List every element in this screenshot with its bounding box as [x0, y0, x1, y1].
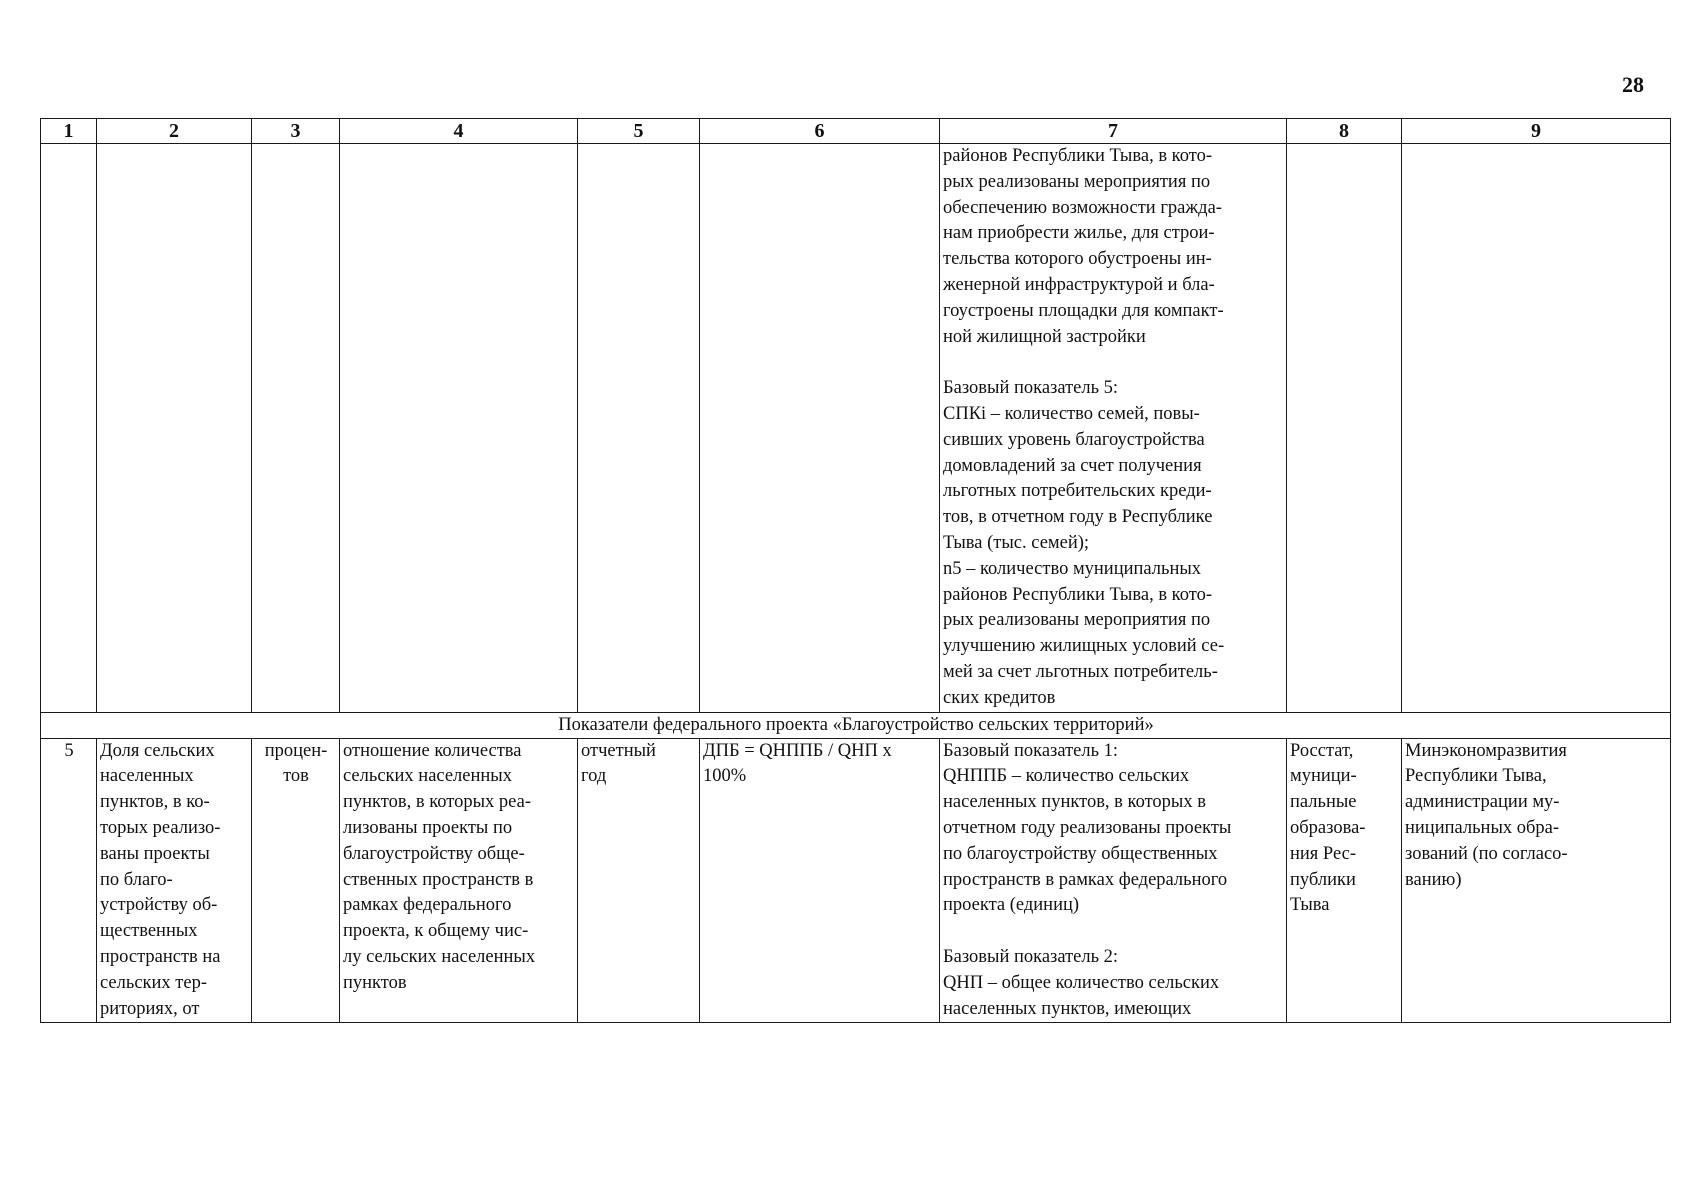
header-cell: 7 — [940, 119, 1287, 144]
text-line: процен- — [264, 740, 328, 761]
empty-cell — [1402, 144, 1671, 713]
empty-cell — [1287, 144, 1402, 713]
text-line: льготных потребительских креди- — [943, 481, 1212, 502]
text-line: образова- — [1290, 817, 1366, 838]
text-line: нам приобрести жилье, для строи- — [943, 223, 1215, 244]
text-line: администрации му- — [1405, 792, 1560, 813]
text-line: n5 – количество муниципальных — [943, 558, 1202, 579]
text-line: отчетный — [581, 740, 656, 761]
text-line: СПКi – количество семей, повы- — [943, 403, 1200, 424]
text-line: проекта (единиц) — [943, 895, 1080, 916]
base-indicators-cell — [940, 738, 1287, 1023]
text-line: благоустройству обще- — [343, 843, 525, 864]
definition-cell — [340, 738, 578, 1023]
text-line: пространств на — [100, 946, 221, 967]
page-number: 28 — [1622, 72, 1644, 97]
text-line: сивших уровень благоустройства — [943, 429, 1205, 450]
text-line: пунктов, в ко- — [100, 792, 210, 813]
header-cell: 5 — [578, 119, 700, 144]
text-line: муници- — [1290, 766, 1357, 787]
text-line: женерной инфраструктурой и бла- — [943, 274, 1215, 295]
formula-cell — [700, 738, 940, 1023]
empty-cell — [252, 144, 340, 713]
text-line: по благоустройству общественных — [943, 843, 1218, 864]
text-line: публики — [1290, 869, 1356, 890]
text-line: ной жилищной застройки — [943, 326, 1146, 347]
text-line: ниципальных обра- — [1405, 817, 1560, 838]
text-line: тов — [283, 766, 309, 787]
empty-cell — [700, 144, 940, 713]
text-line: лизованы проекты по — [343, 817, 513, 838]
text-line: щественных — [100, 921, 198, 942]
text-line: районов Республики Тыва, в кото- — [943, 146, 1212, 166]
text-line: гоустроены площадки для компакт- — [943, 300, 1224, 321]
row-number: 5 — [41, 738, 97, 1023]
text-line: по благо- — [100, 869, 173, 890]
text-line: риториях, от — [100, 998, 200, 1019]
empty-cell — [97, 144, 252, 713]
text-line: мей за счет льготных потребитель- — [943, 661, 1218, 682]
text-line: Доля сельских — [100, 740, 215, 761]
text-line: ваны проекты — [100, 843, 210, 864]
header-cell: 8 — [1287, 119, 1402, 144]
text-line: улучшению жилищных условий се- — [943, 636, 1225, 657]
source-cell — [1287, 738, 1402, 1023]
text-line: Росстат, — [1290, 740, 1354, 761]
text-line: тельства которого обустроены ин- — [943, 249, 1212, 270]
text-line: 100% — [703, 766, 747, 787]
text-line: Минэкономразвития — [1405, 740, 1567, 761]
text-line: QНППБ – количество сельских — [943, 766, 1190, 787]
text-line: рых реализованы мероприятия по — [943, 610, 1211, 631]
text-line: Базовый показатель 2: — [943, 946, 1119, 967]
text-line: лу сельских населенных — [343, 946, 536, 967]
text-line: Базовый показатель 1: — [943, 740, 1119, 761]
section-row — [41, 712, 1671, 738]
text-line: сельских тер- — [100, 972, 207, 993]
header-cell: 9 — [1402, 119, 1671, 144]
calculation-method-cell — [940, 144, 1287, 713]
text-line: пунктов, в которых реа- — [343, 792, 531, 813]
text-line: устройству об- — [100, 895, 218, 916]
text-line: Базовый показатель 5: — [943, 378, 1119, 399]
header-cell: 6 — [700, 119, 940, 144]
text-line: отношение количества — [343, 740, 522, 761]
header-cell: 2 — [97, 119, 252, 144]
empty-cell — [41, 144, 97, 713]
text-line: районов Республики Тыва, в кото- — [943, 584, 1212, 605]
text-line: Республики Тыва, — [1405, 766, 1547, 787]
section-title: Показатели федерального проекта «Благоустройство сельских территорий» — [41, 712, 1671, 738]
text-line: торых реализо- — [100, 817, 221, 838]
text-line: рых реализованы мероприятия по — [943, 171, 1211, 192]
text-line: тов, в отчетном году в Республике — [943, 507, 1213, 528]
text-line: QНП – общее количество сельских — [943, 972, 1220, 993]
text-line: ских кредитов — [943, 687, 1056, 708]
text-line: населенных — [100, 766, 194, 787]
text-line: проекта, к общему чис- — [343, 921, 529, 942]
text-line: домовладений за счет получения — [943, 455, 1202, 476]
text-line: рамках федерального — [343, 895, 512, 916]
text-line: пространств в рамках федерального — [943, 869, 1228, 890]
header-row — [41, 119, 1671, 144]
text-line: пальные — [1290, 792, 1357, 813]
indicator-name-cell — [97, 738, 252, 1023]
text-line: ванию) — [1405, 869, 1462, 890]
text-line: Тыва — [1290, 895, 1330, 916]
text-line: ДПБ = QНППБ / QНП x — [703, 740, 892, 761]
period-cell — [578, 738, 700, 1023]
text-line: Тыва (тыс. семей); — [943, 532, 1090, 553]
empty-cell — [340, 144, 578, 713]
text-line: отчетном году реализованы проекты — [943, 817, 1232, 838]
empty-cell — [578, 144, 700, 713]
responsible-cell — [1402, 738, 1671, 1023]
text-line: ния Рес- — [1290, 843, 1357, 864]
text-line: зований (по согласо- — [1405, 843, 1568, 864]
header-cell: 4 — [340, 119, 578, 144]
text-line: год — [581, 766, 607, 787]
text-line: сельских населенных — [343, 766, 512, 787]
indicators-table — [40, 118, 1671, 1023]
continuation-row — [41, 144, 1671, 713]
header-cell: 1 — [41, 119, 97, 144]
text-line: ственных пространств в — [343, 869, 534, 890]
text-line: пунктов — [343, 972, 407, 993]
header-cell: 3 — [252, 119, 340, 144]
text-line: обеспечению возможности гражда- — [943, 197, 1222, 218]
indicator-row-5 — [41, 738, 1671, 1023]
text-line: населенных пунктов, имеющих — [943, 998, 1192, 1019]
text-line: населенных пунктов, в которых в — [943, 792, 1206, 813]
unit-cell — [252, 738, 340, 1023]
